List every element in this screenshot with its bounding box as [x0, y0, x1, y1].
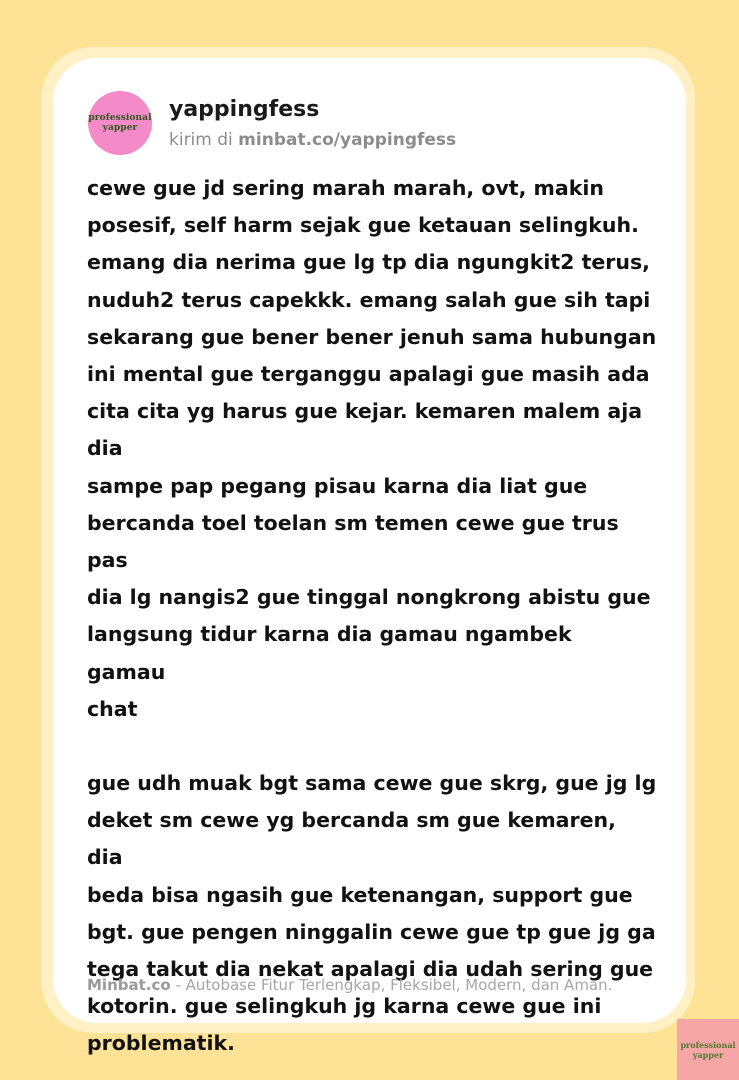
- watermark-text-line2: yapper: [692, 1049, 724, 1060]
- footer-brand: Minbat.co: [87, 976, 171, 994]
- watermark-logo: [677, 1019, 739, 1080]
- avatar-text-line1: professional: [88, 113, 152, 123]
- message-body: [87, 170, 657, 1063]
- watermark-text-line1: professional: [680, 1039, 736, 1050]
- avatar-text-line2: yapper: [102, 123, 138, 133]
- message-paragraph-2: gue udh muak bgt sama cewe gue skrg, gue jg lg deket sm cewe yg bercanda sm gue kemaren, dia beda bisa ngasih gue ketenangan, support gue bgt. gue pengen ninggalin cewe gue tp gue jg ga tega takut dia nekat apalagi dia udah sering gue kotorin. gue selingkuh jg karna cewe gue ini problematik.: [87, 771, 657, 1056]
- submit-link[interactable]: minbat.co/yappingfess: [238, 130, 457, 150]
- footer-credit: [87, 975, 612, 995]
- account-name: yappingfess: [169, 97, 320, 122]
- message-paragraph-1: cewe gue jd sering marah marah, ovt, makin posesif, self harm sejak gue ketauan selingkuh. emang dia nerima gue lg tp dia ngungkit2 terus, nuduh2 terus capekkk. emang salah gue sih tapi sekarang gue bener bener jenuh sama hubungan ini mental gue terganggu apalagi gue masih ada cita cita yg harus gue kejar. kemaren malem aja dia sampe pap pegang pisau karna dia liat gue bercanda toel toelan sm temen cewe gue trus pas dia lg nangis2 gue tinggal nongkrong abistu gue langsung tidur karna dia gamau ngambek gamau chat: [87, 176, 657, 721]
- footer-tagline: - Autobase Fitur Terlengkap, Fleksibel, Modern, dan Aman.: [170, 976, 613, 994]
- account-subtitle: [169, 128, 456, 152]
- avatar: [88, 91, 152, 155]
- subtitle-prefix: kirim di: [169, 130, 239, 150]
- confession-card: [53, 58, 686, 1056]
